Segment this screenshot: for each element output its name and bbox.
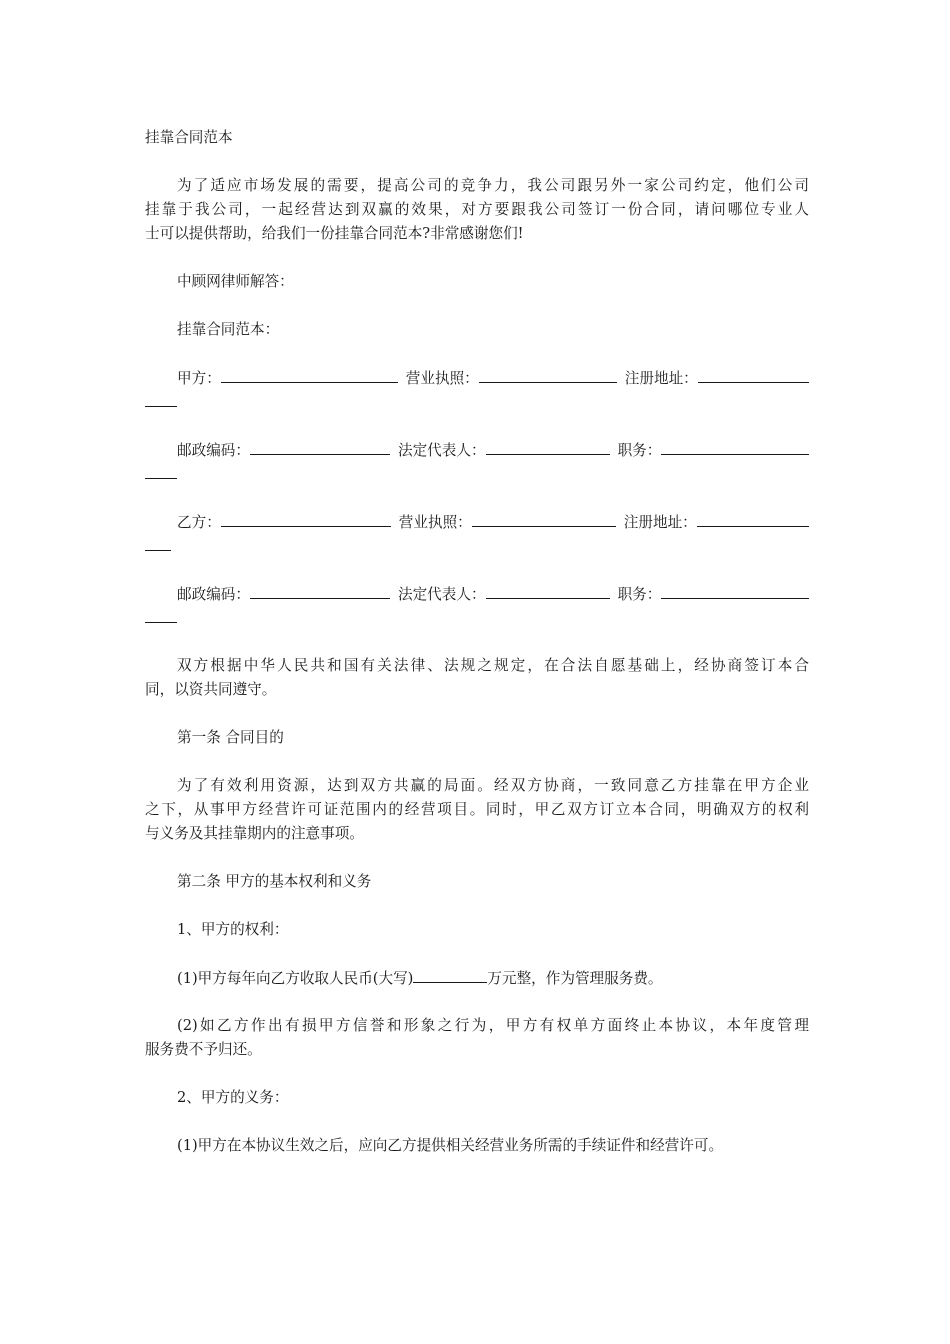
party-a-address-cont bbox=[145, 390, 809, 415]
fee-amount-blank bbox=[413, 966, 487, 983]
party-b-row bbox=[177, 510, 809, 535]
party-b-postcode-blank bbox=[250, 582, 390, 599]
party-b-rep-blank bbox=[486, 582, 610, 599]
article-1-line-2: 之下，从事甲方经营许可证范围内的经营项目。同时，甲乙双方订立本合同，明确双方的权利 bbox=[145, 801, 809, 818]
party-b-address-blank bbox=[697, 510, 809, 527]
party-a-position-cont bbox=[145, 462, 809, 487]
party-a-address-label: 注册地址： bbox=[624, 370, 698, 387]
party-b-rep-label: 法定代表人： bbox=[397, 586, 486, 603]
party-a-rep-blank bbox=[486, 438, 610, 455]
article-1-title: 第一条 合同目的 bbox=[177, 729, 284, 746]
party-b-postcode-label: 邮政编码： bbox=[177, 586, 250, 603]
party-a-position-blank bbox=[661, 438, 809, 455]
template-label: 挂靠合同范本： bbox=[177, 321, 280, 338]
preamble-line-1: 双方根据中华人民共和国有关法律、法规之规定，在合法自愿基础上，经协商签订本合 bbox=[177, 657, 809, 674]
right-2-line-1: (2)如乙方作出有损甲方信誉和形象之行为，甲方有权单方面终止本协议，本年度管理 bbox=[177, 1017, 809, 1034]
party-a-name-blank bbox=[221, 366, 398, 383]
party-b-position-blank bbox=[661, 582, 809, 599]
right-1 bbox=[177, 966, 809, 991]
party-b-name-blank bbox=[221, 510, 391, 527]
question-line-2: 挂靠于我公司，一起经营达到双赢的效果，对方要跟我公司签订一份合同，请问哪位专业人 bbox=[145, 201, 809, 218]
article-1-line-1: 为了有效利用资源，达到双方共赢的局面。经双方协商，一致同意乙方挂靠在甲方企业 bbox=[177, 777, 809, 794]
rights-title: 1、甲方的权利： bbox=[177, 921, 289, 938]
party-b-license-label: 营业执照： bbox=[398, 514, 472, 531]
party-a-position-blank-cont bbox=[145, 462, 177, 479]
party-a-postcode-label: 邮政编码： bbox=[177, 442, 250, 459]
party-a-rep-row bbox=[177, 438, 809, 463]
right-1-after: 万元整，作为管理服务费。 bbox=[487, 970, 663, 987]
preamble-line-2: 同，以资共同遵守。 bbox=[145, 681, 277, 698]
party-b-rep-row bbox=[177, 582, 809, 607]
party-b-position-label: 职务： bbox=[617, 586, 662, 603]
party-b-position-blank-cont bbox=[145, 606, 177, 623]
party-a-postcode-blank bbox=[250, 438, 390, 455]
article-1-line-3: 与义务及其挂靠期内的注意事项。 bbox=[145, 825, 364, 842]
document-title: 挂靠合同范本 bbox=[145, 129, 233, 146]
party-a-address-blank bbox=[698, 366, 809, 383]
duty-1: (1)甲方在本协议生效之后，应向乙方提供相关经营业务所需的手续证件和经营许可。 bbox=[177, 1137, 724, 1154]
party-a-license-blank bbox=[479, 366, 617, 383]
party-b-position-cont bbox=[145, 606, 809, 631]
party-b-address-cont bbox=[145, 534, 809, 559]
party-a-license-label: 营业执照： bbox=[405, 370, 479, 387]
party-a-row bbox=[177, 366, 809, 391]
question-line-1: 为了适应市场发展的需要，提高公司的竞争力，我公司跟另外一家公司约定，他们公司 bbox=[177, 177, 809, 194]
party-b-address-blank-cont bbox=[145, 534, 171, 551]
party-a-address-blank-cont bbox=[145, 390, 177, 407]
duties-title: 2、甲方的义务： bbox=[177, 1089, 289, 1106]
party-a-rep-label: 法定代表人： bbox=[397, 442, 486, 459]
party-a-label: 甲方： bbox=[177, 370, 221, 387]
right-1-before: (1)甲方每年向乙方收取人民币(大写) bbox=[177, 970, 414, 987]
party-b-address-label: 注册地址： bbox=[623, 514, 697, 531]
answer-label: 中顾网律师解答： bbox=[177, 273, 294, 290]
question-line-3: 士可以提供帮助，给我们一份挂靠合同范本?非常感谢您们! bbox=[145, 225, 524, 242]
party-b-label: 乙方： bbox=[177, 514, 221, 531]
party-b-license-blank bbox=[472, 510, 616, 527]
right-2-line-2: 服务费不予归还。 bbox=[145, 1041, 262, 1058]
article-2-title: 第二条 甲方的基本权利和义务 bbox=[177, 873, 372, 890]
party-a-position-label: 职务： bbox=[617, 442, 662, 459]
